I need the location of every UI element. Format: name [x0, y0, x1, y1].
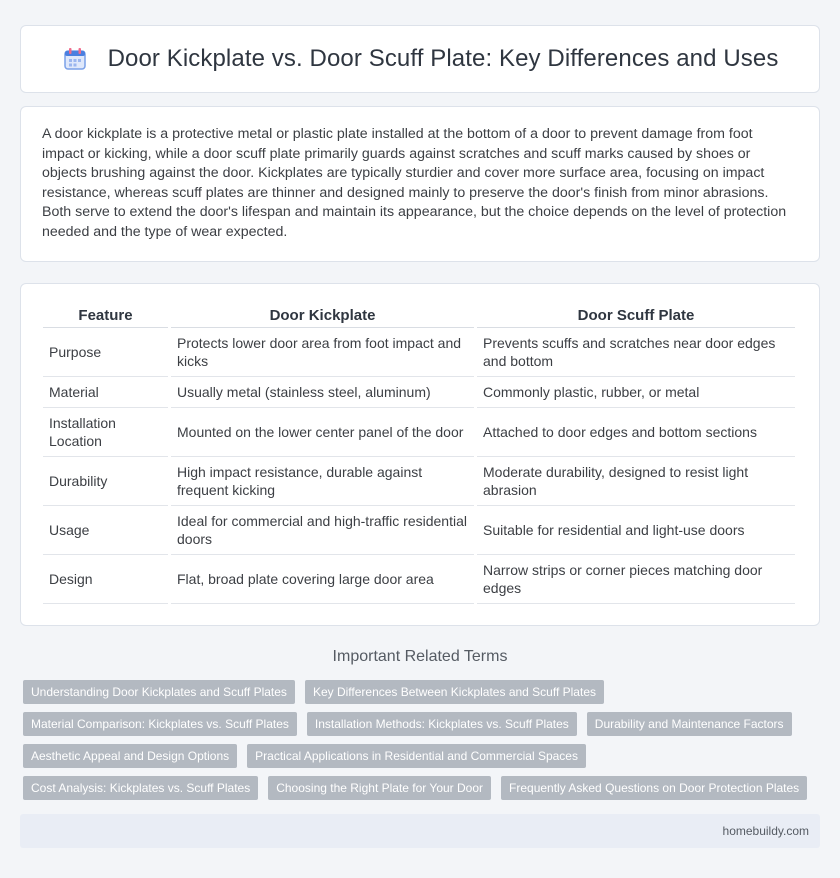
related-term-tag[interactable]: Aesthetic Appeal and Design Options — [23, 744, 237, 768]
intro-card — [20, 106, 820, 262]
row-scuff-plate: Moderate durability, designed to resist light abrasion — [477, 457, 795, 506]
related-term-tag[interactable]: Frequently Asked Questions on Door Protection Plates — [501, 776, 807, 800]
row-feature: Installation Location — [43, 408, 168, 457]
header-kickplate: Door Kickplate — [171, 302, 474, 328]
footer-site-name: homebuildy.com — [722, 824, 809, 838]
row-scuff-plate: Suitable for residential and light-use doors — [477, 506, 795, 555]
tag-row — [23, 776, 823, 800]
tag-row — [23, 680, 823, 704]
related-term-tag[interactable]: Key Differences Between Kickplates and Scuff Plates — [305, 680, 604, 704]
row-kickplate: High impact resistance, durable against frequent kicking — [171, 457, 474, 506]
related-term-tag[interactable]: Practical Applications in Residential and Commercial Spaces — [247, 744, 586, 768]
related-term-tag[interactable]: Cost Analysis: Kickplates vs. Scuff Plates — [23, 776, 258, 800]
header-card — [20, 25, 820, 93]
row-kickplate: Usually metal (stainless steel, aluminum) — [171, 377, 474, 408]
row-scuff-plate: Narrow strips or corner pieces matching door edges — [477, 555, 795, 604]
table-row — [43, 328, 795, 377]
row-feature: Design — [43, 555, 168, 604]
related-term-tag[interactable]: Durability and Maintenance Factors — [587, 712, 792, 736]
footer — [20, 814, 820, 848]
calendar-icon — [62, 46, 88, 72]
row-feature: Material — [43, 377, 168, 408]
table-header-row — [43, 302, 795, 328]
related-term-tag[interactable]: Installation Methods: Kickplates vs. Scuff Plates — [307, 712, 577, 736]
row-scuff-plate: Commonly plastic, rubber, or metal — [477, 377, 795, 408]
table-row — [43, 555, 795, 604]
comparison-table — [40, 302, 798, 604]
tag-row — [23, 744, 823, 768]
table-row — [43, 408, 795, 457]
row-kickplate: Ideal for commercial and high-traffic residential doors — [171, 506, 474, 555]
header-feature: Feature — [43, 302, 168, 328]
row-kickplate: Protects lower door area from foot impact and kicks — [171, 328, 474, 377]
related-term-tag[interactable]: Material Comparison: Kickplates vs. Scuff Plates — [23, 712, 297, 736]
row-kickplate: Mounted on the lower center panel of the door — [171, 408, 474, 457]
page-title: Door Kickplate vs. Door Scuff Plate: Key Differences and Uses — [107, 45, 779, 72]
related-terms-tags — [23, 680, 823, 808]
row-feature: Durability — [43, 457, 168, 506]
row-kickplate: Flat, broad plate covering large door area — [171, 555, 474, 604]
related-terms-title: Important Related Terms — [332, 648, 508, 665]
related-term-tag[interactable]: Understanding Door Kickplates and Scuff Plates — [23, 680, 295, 704]
row-scuff-plate: Attached to door edges and bottom sections — [477, 408, 795, 457]
intro-paragraph: A door kickplate is a protective metal or plastic plate installed at the bottom of a door to prevent damage from foot impact or kicking, while a door scuff plate primarily guards against scratches and scuff marks caused by shoes or objects brushing against the door. Kickplates are typically sturdier and cover more surface area, focusing on impact resistance, whereas scuff plates are thinner and designed mainly to preserve the door's finish from minor abrasions. Both serve to extend the door's lifespan and maintain its appearance, but the choice depends on the level of protection needed and the type of wear expected. — [42, 126, 787, 240]
tag-row — [23, 712, 823, 736]
row-feature: Purpose — [43, 328, 168, 377]
comparison-table-card — [20, 283, 820, 626]
header-scuff-plate: Door Scuff Plate — [477, 302, 795, 328]
row-scuff-plate: Prevents scuffs and scratches near door edges and bottom — [477, 328, 795, 377]
table-row — [43, 457, 795, 506]
related-term-tag[interactable]: Choosing the Right Plate for Your Door — [268, 776, 491, 800]
row-feature: Usage — [43, 506, 168, 555]
table-row — [43, 506, 795, 555]
table-row — [43, 377, 795, 408]
